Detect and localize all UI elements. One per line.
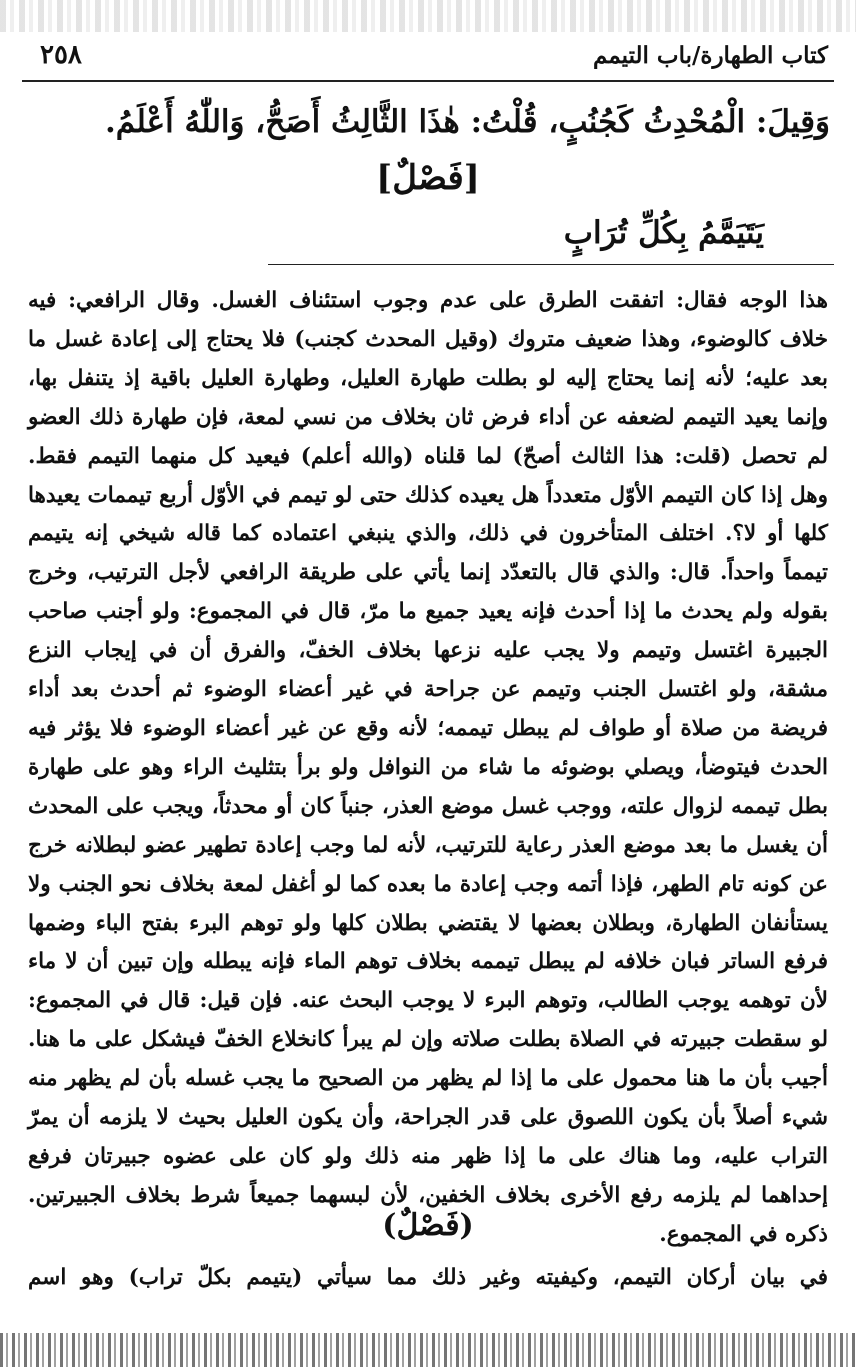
page-number: ٢٥٨ <box>40 40 82 70</box>
matn-text-line: وَقِيلَ: الْمُحْدِثُ كَجُنُبٍ، قُلْتُ: هٰذَا الثَّالِثُ أَصَحُّ، وَاللّٰهُ أَعْلَمُ. <box>104 104 830 140</box>
section-heading-2: (فَصْلٌ) <box>382 1208 474 1243</box>
matn-commentary-divider <box>268 264 834 265</box>
top-ornament-border <box>0 0 856 32</box>
commentary-paragraph: هذا الوجه فقال: اتفقت الطرق على عدم وجوب استئناف الغسل. وقال الرافعي: فيه خلاف كالوضوء، وهذا ضعيف متروك (وقيل المحدث كجنب) فلا يحتاج إلى إعادة غسل ما بعد عليه؛ لأنه إنما يحتاج إليه لو بطلت طهارة العليل، وطهارة العليل باقية إذ يتنفل بها، وإنما يعيد التيمم لضعفه عن أداء فرض ثان بخلاف من نسي لمعة، فإن طهارة ذلك العضو لم تحصل (قلت: هذا الثالث أصحّ) لما قلناه (والله أعلم) فيعيد كل منهما التيمم فقط. وهل إذا كان التيمم الأوّل متعدداً هل يعيده كذلك حتى لو تيمم في الأوّل أربع تيممات يعيدها كلها أو لا؟. اختلف المتأخرون في ذلك، والذي ينبغي اعتماده كما قاله شيخي إنه يتيمم تيمماً واحداً. قال: والذي قال بالتعدّد إنما يأتي على طريقة الرافعي لأجل الترتيب، وخرج بقوله ولم يحدث ما إذا أحدث فإنه يعيد جميع ما مرّ، قال في المجموع: ولو أجنب صاحب الجبيرة اغتسل وتيمم ولا يجب عليه نزعها بخلاف الخفّ، والفرق أن في إيجاب النزع مشقة، ولو اغتسل الجنب وتيمم عن جراحة في غير أعضاء الوضوء ثم أحدث بعد أداء فريضة من صلاة أو طواف لم يبطل تيممه؛ لأنه وقع عن غير أعضاء الوضوء فلا يؤثر فيه الحدث فيتوضأ، ويصلي بوضوئه ما شاء من النوافل ولو برأ بتثليث الراء وهو على طهارة بطل تيممه لزوال علته، ووجب غسل موضع العذر، جنباً كان أو محدثاً، ويجب على المحدث أن يغسل ما بعد موضع العذر رعاية للترتيب، لأنه لما وجب إعادة تطهير عضو لبطلانه خرج عن كونه تام الطهر، فإذا أتمه وجب إعادة ما بعده كما لو أغفل لمعة بخلاف نحو الجنب ولا يستأنفان الطهارة، وبطلان بعضها لا يقتضي بطلان كلها ولو توهم البرء بفتح الباء وضمها فرفع الساتر فبان خلافه لم يبطل تيممه بخلاف توهم الماء فإنه يبطله وإن تبين أن لا ماء لأن توهمه يوجب الطالب، وتوهم البرء لا يوجب البحث عنه. فإن قيل: قال في المجموع: لو سقطت جبيرته في الصلاة بطلت صلاته وإن لم يبرأ كانخلاع الخفّ فيشكل على ما هنا. أجيب بأن ما هنا محمول على ما إذا لم يظهر من الصحيح ما يجب غسله بأن لم يظهر منه شيء أصلاً بأن يكون اللصوق على قدر الجراحة، وأن يكون العليل بحيث لا يلزمه أن يمرّ التراب عليه، وما هناك على ما إذا ظهر منه ذلك ولو كان على عضوه جبيرتان فرفع إحداهما لم يلزمه رفع الأخرى بخلاف الخفين، لأن لبسهما جميعاً شرط بخلاف الجبيرتين. ذكره في المجموع. <box>28 288 828 1247</box>
chapter-title: كتاب الطهارة/باب التيمم <box>593 42 828 69</box>
running-header <box>22 38 834 82</box>
closing-line: في بيان أركان التيمم، وكيفيته وغير ذلك مما سيأتي (يتيمم بكلّ تراب) وهو اسم <box>28 1265 828 1290</box>
matn-subline: يَتَيَمَّمُ بِكُلِّ تُرَابٍ <box>563 215 764 251</box>
section-heading: [فَصْلٌ] <box>376 158 480 198</box>
bottom-ornament-border <box>0 1333 856 1367</box>
commentary-block <box>28 282 828 1255</box>
